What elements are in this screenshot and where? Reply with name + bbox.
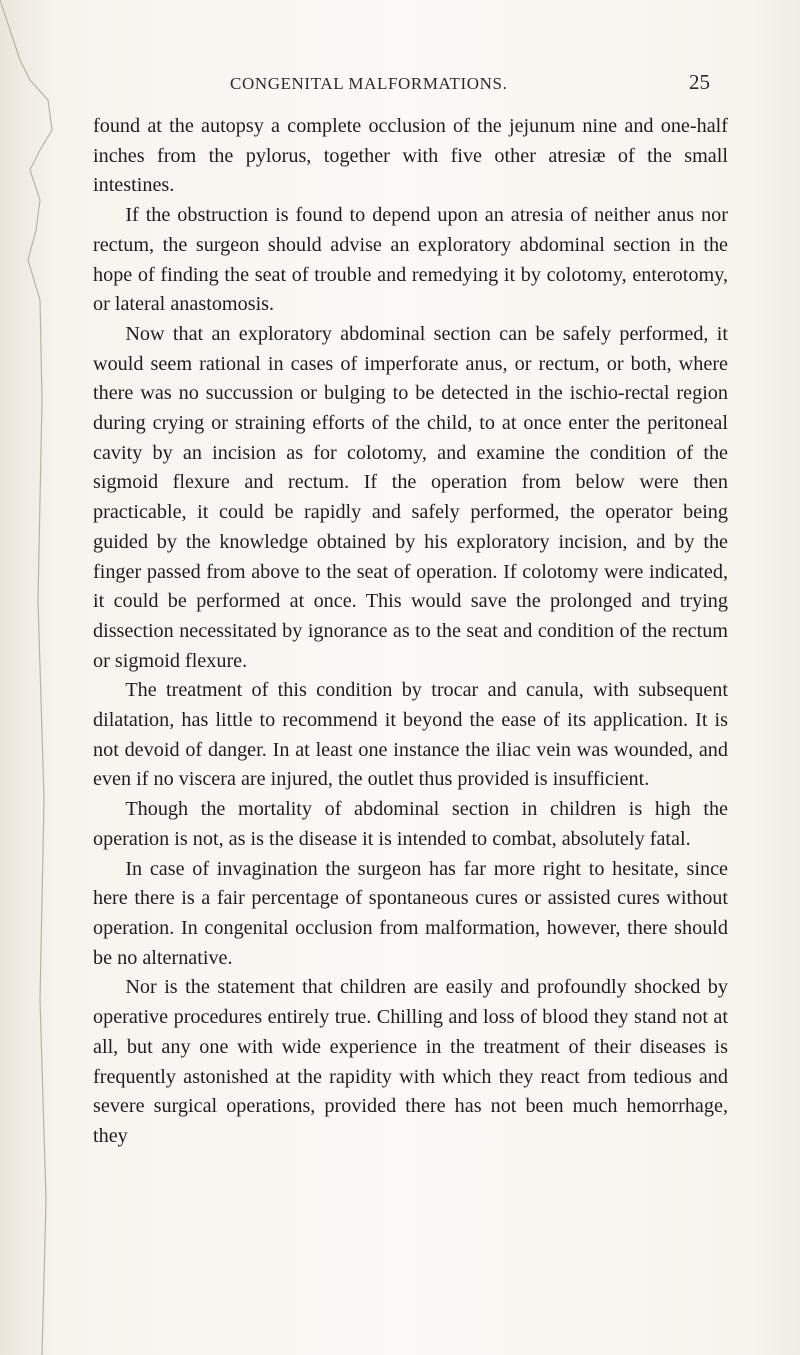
paragraph-mortality: Though the mortality of abdominal section in children is high the operation is not, as is the disease it is intended to combat, absolutely fatal. — [93, 798, 728, 850]
running-head: CONGENITAL MALFORMATIONS. — [230, 74, 508, 93]
paragraph-continuation: found at the autopsy a complete occlusion of the jejunum nine and one-half inches from the pylorus, together with five other atresiæ of the small intestines. — [93, 115, 728, 197]
paragraph-obstruction: If the obstruction is found to depend upon an atresia of neither anus nor rectum, the surgeon should advise an exploratory abdominal section in the hope of finding the seat of trouble and remedying it by colotomy, enterotomy, or lateral anastomosis. — [93, 204, 728, 316]
paragraph-invagination: In case of invagination the surgeon has far more right to hesitate, since here there is a fair percentage of spontaneous cures or assisted cures without operation. In congenital occlusion from malformation, however, there should be no alternative. — [93, 857, 728, 969]
page-edge-shadow — [0, 0, 70, 1355]
body-text — [93, 112, 728, 1152]
paragraph-trocar-treatment: The treatment of this condition by trocar and canula, with subsequent dilatation, has little to recommend it beyond the ease of its application. It is not devoid of danger. In at least one instance the iliac vein was wounded, and even if no viscera are injured, the outlet thus provided is insufficient. — [93, 679, 728, 791]
page-number: 25 — [689, 70, 710, 94]
paragraph-shock: Nor is the statement that children are easily and profoundly shocked by operative procedures entirely true. Chilling and loss of blood they stand not at all, but any one with wide experience in the treatment of their diseases is frequently astonished at the rapidity with which they react from tedious and severe surgical operations, provided there has not been much hemorrhage, they — [93, 976, 728, 1147]
paragraph-exploratory-section: Now that an exploratory abdominal section can be safely performed, it would seem rational in cases of imperforate anus, or rectum, or both, where there was no succussion or bulging to be detected in the ischio-rectal region during crying or straining efforts of the child, to at once enter the peritoneal cavity by an incision as for colotomy, and examine the condition of the sigmoid flexure and rectum. If the operation from below were then practicable, it could be rapidly and safely performed, the operator being guided by the knowledge obtained by his exploratory incision, and by the finger passed from above to the seat of operation. If colotomy were indicated, it could be performed at once. This would save the prolonged and trying dissection necessitated by ignorance as to the seat and condition of the rectum or sigmoid flexure. — [93, 322, 728, 672]
